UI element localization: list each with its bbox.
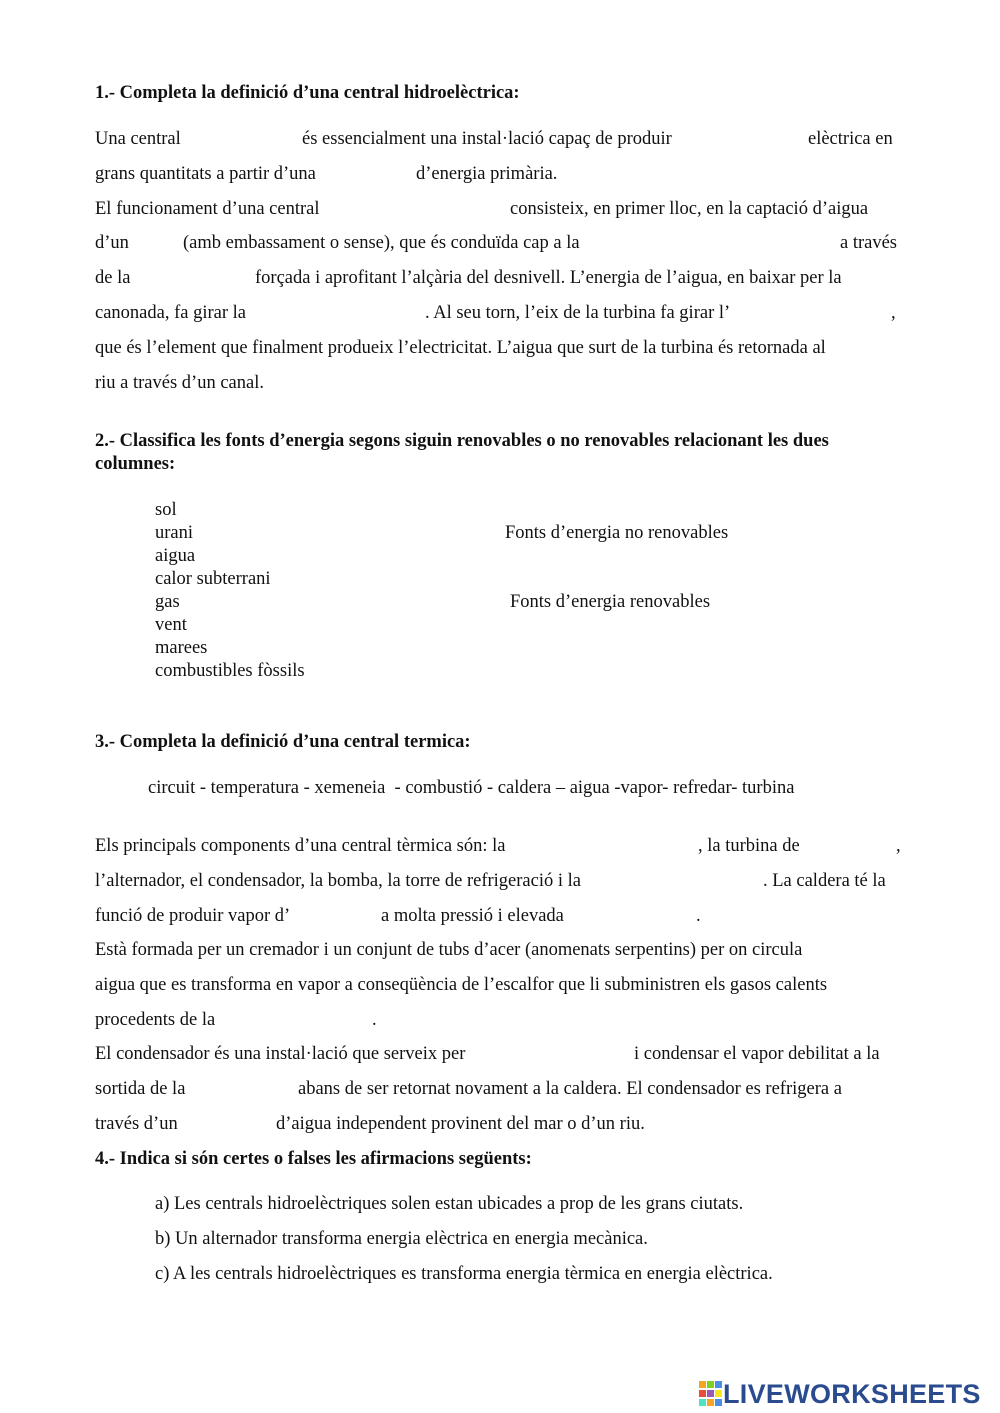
- q1-text: Una central: [95, 129, 181, 149]
- q4-statement-c[interactable]: c) A les centrals hidroelèctriques es transforma energia tèrmica en energia elèctrica.: [155, 1264, 773, 1284]
- q1-blank-6[interactable]: [618, 232, 836, 254]
- q1-text: . Al seu torn, l’eix de la turbina fa girar l’: [425, 303, 731, 323]
- q1-blank-3[interactable]: [338, 163, 412, 185]
- q2-item[interactable]: sol: [155, 500, 177, 520]
- q2-title: columnes:: [95, 454, 176, 474]
- q2-item[interactable]: combustibles fòssils: [155, 661, 305, 681]
- q4-title: 4.- Indica si són certes o falses les afirmacions següents:: [95, 1149, 532, 1169]
- q3-blank-6[interactable]: [230, 1009, 368, 1031]
- q1-text: riu a través d’un canal.: [95, 373, 264, 393]
- q3-text: través d’un: [95, 1114, 178, 1134]
- q3-blank-3[interactable]: [637, 870, 759, 892]
- q2-item[interactable]: urani: [155, 523, 194, 543]
- q1-text: de la: [95, 268, 131, 288]
- q1-blank-1[interactable]: [190, 128, 298, 150]
- q3-blank-4[interactable]: [309, 905, 377, 927]
- q3-text: d’aigua independent provinent del mar o d’un riu.: [276, 1114, 645, 1134]
- q3-text: abans de ser retornat novament a la caldera. El condensador es refrigera a: [298, 1079, 842, 1099]
- q4-statement-a[interactable]: a) Les centrals hidroelèctriques solen estan ubicades a prop de les grans ciutats.: [155, 1194, 744, 1214]
- q1-text: d’energia primària.: [416, 164, 558, 184]
- q2-item[interactable]: gas: [155, 592, 180, 612]
- q3-text: ,: [896, 836, 901, 856]
- q3-blank-5[interactable]: [584, 905, 692, 927]
- q3-word-bank: circuit - temperatura - xemeneia - combustió - caldera – aigua -vapor- refredar- turbina: [148, 778, 795, 798]
- q1-blank-8[interactable]: [263, 302, 421, 324]
- q2-title: 2.- Classifica les fonts d’energia segons siguin renovables o no renovables relacionant les dues: [95, 431, 829, 451]
- q1-text: El funcionament d’una central: [95, 199, 320, 219]
- q3-blank-9[interactable]: [189, 1113, 272, 1135]
- q1-text: ,: [891, 303, 896, 323]
- q2-item[interactable]: marees: [155, 638, 208, 658]
- q2-column-renewable[interactable]: Fonts d’energia renovables: [510, 592, 711, 612]
- q3-text: , la turbina de: [698, 836, 800, 856]
- q3-blank-2[interactable]: [820, 835, 892, 857]
- q3-text: Els principals components d’una central tèrmica són: la: [95, 836, 506, 856]
- q1-text: a través: [840, 233, 898, 253]
- q1-blank-9[interactable]: [763, 302, 885, 324]
- q3-text: . La caldera té la: [763, 871, 886, 891]
- q1-blank-4[interactable]: [343, 198, 506, 220]
- q3-text: El condensador és una instal·lació que serveix per: [95, 1044, 466, 1064]
- logo-blocks-icon: [699, 1381, 723, 1407]
- q2-item[interactable]: calor subterrani: [155, 569, 271, 589]
- q3-blank-1[interactable]: [560, 835, 695, 857]
- q1-text: (amb embassament o sense), que és conduïda cap a la: [183, 233, 580, 253]
- q1-blank-5[interactable]: [135, 232, 179, 254]
- q2-item[interactable]: vent: [155, 615, 187, 635]
- q3-text: l’alternador, el condensador, la bomba, la torre de refrigeració i la: [95, 871, 581, 891]
- q3-text: .: [696, 906, 701, 926]
- q3-text: procedents de la: [95, 1010, 216, 1030]
- liveworksheets-logo: [699, 1378, 981, 1410]
- q1-text: és essencialment una instal·lació capaç de produir: [302, 129, 672, 149]
- logo-text: LIVEWORKSHEETS: [723, 1378, 981, 1409]
- q3-blank-7[interactable]: [503, 1043, 629, 1065]
- q1-title: 1.- Completa la definició d’una central hidroelèctrica:: [95, 83, 520, 103]
- q3-title: 3.- Completa la definició d’una central termica:: [95, 732, 471, 752]
- q3-text: aigua que es transforma en vapor a conseqüència de l’escalfor que li subministren els gasos calents: [95, 975, 828, 995]
- q1-text: elèctrica en: [808, 129, 893, 149]
- q1-text: consisteix, en primer lloc, en la captació d’aigua: [510, 199, 869, 219]
- q2-column-nonrenewable[interactable]: Fonts d’energia no renovables: [505, 523, 729, 543]
- q3-text: sortida de la: [95, 1079, 186, 1099]
- q3-text: .: [372, 1010, 377, 1030]
- q2-item[interactable]: aigua: [155, 546, 196, 566]
- q3-text: funció de produir vapor d’: [95, 906, 291, 926]
- q1-text: canonada, fa girar la: [95, 303, 246, 323]
- q1-text: que és l’element que finalment produeix l’electricitat. L’aigua que surt de la turbina és retornada al: [95, 338, 826, 358]
- q1-blank-7[interactable]: [138, 267, 251, 289]
- q1-blank-2[interactable]: [710, 128, 805, 150]
- q1-text: d’un: [95, 233, 129, 253]
- q4-statement-b[interactable]: b) Un alternador transforma energia elèctrica en energia mecànica.: [155, 1229, 648, 1249]
- q3-blank-8[interactable]: [199, 1078, 293, 1100]
- q3-text: i condensar el vapor debilitat a la: [634, 1044, 880, 1064]
- q1-text: grans quantitats a partir d’una: [95, 164, 316, 184]
- q3-text: a molta pressió i elevada: [381, 906, 564, 926]
- q3-text: Està formada per un cremador i un conjunt de tubs d’acer (anomenats serpentins) per on circula: [95, 940, 803, 960]
- q1-text: forçada i aprofitant l’alçària del desnivell. L’energia de l’aigua, en baixar per la: [255, 268, 842, 288]
